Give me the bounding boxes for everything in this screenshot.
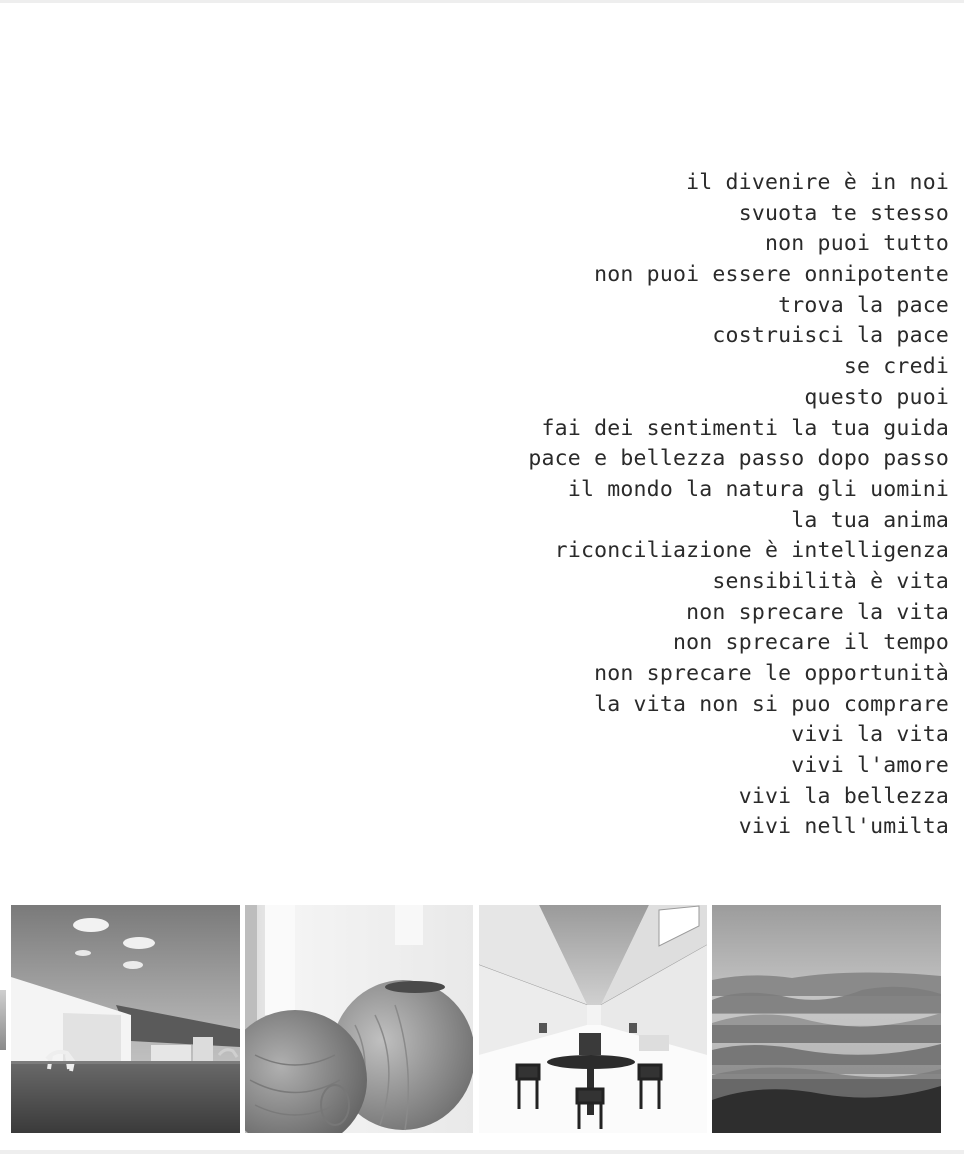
poem-line: non sprecare il tempo	[672, 630, 949, 656]
poem-line: sensibilità è vita	[712, 568, 949, 594]
poem-line: non sprecare la vita	[686, 599, 949, 625]
misty-mountains-photo[interactable]	[712, 905, 941, 1133]
poem-line: vivi nell'umilta	[738, 814, 949, 840]
poem-line: la tua anima	[791, 507, 949, 533]
poem-line: vivi la vita	[791, 722, 949, 748]
poem-line: il mondo la natura gli uomini	[567, 476, 949, 502]
top-divider	[0, 0, 964, 3]
gallery-interior-photo[interactable]	[479, 905, 707, 1133]
poem	[389, 168, 949, 843]
wooden-vessels-photo[interactable]	[245, 905, 473, 1133]
poem-line: la vita non si puo comprare	[594, 691, 949, 717]
poem-line: vivi la bellezza	[738, 783, 949, 809]
bottom-divider	[0, 1150, 964, 1154]
poem-line: costruisci la pace	[712, 323, 949, 349]
poem-line: fai dei sentimenti la tua guida	[541, 415, 949, 441]
poem-line: il divenire è in noi	[686, 170, 949, 195]
poem-line: riconciliazione è intelligenza	[554, 538, 949, 564]
poem-line: pace e bellezza passo dopo passo	[528, 446, 949, 472]
photo-gallery	[0, 905, 964, 1133]
poem-line: questo puoi	[804, 384, 949, 410]
poem-line: non puoi essere onnipotente	[594, 262, 949, 288]
poem-line: se credi	[843, 354, 949, 380]
poem-line: vivi l'amore	[791, 753, 949, 779]
poem-line: non sprecare le opportunità	[594, 661, 949, 686]
poem-line: trova la pace	[778, 292, 949, 318]
landscape-horses-photo[interactable]	[11, 905, 240, 1133]
poem-line: svuota te stesso	[738, 200, 949, 226]
poem-line: non puoi tutto	[764, 231, 949, 257]
